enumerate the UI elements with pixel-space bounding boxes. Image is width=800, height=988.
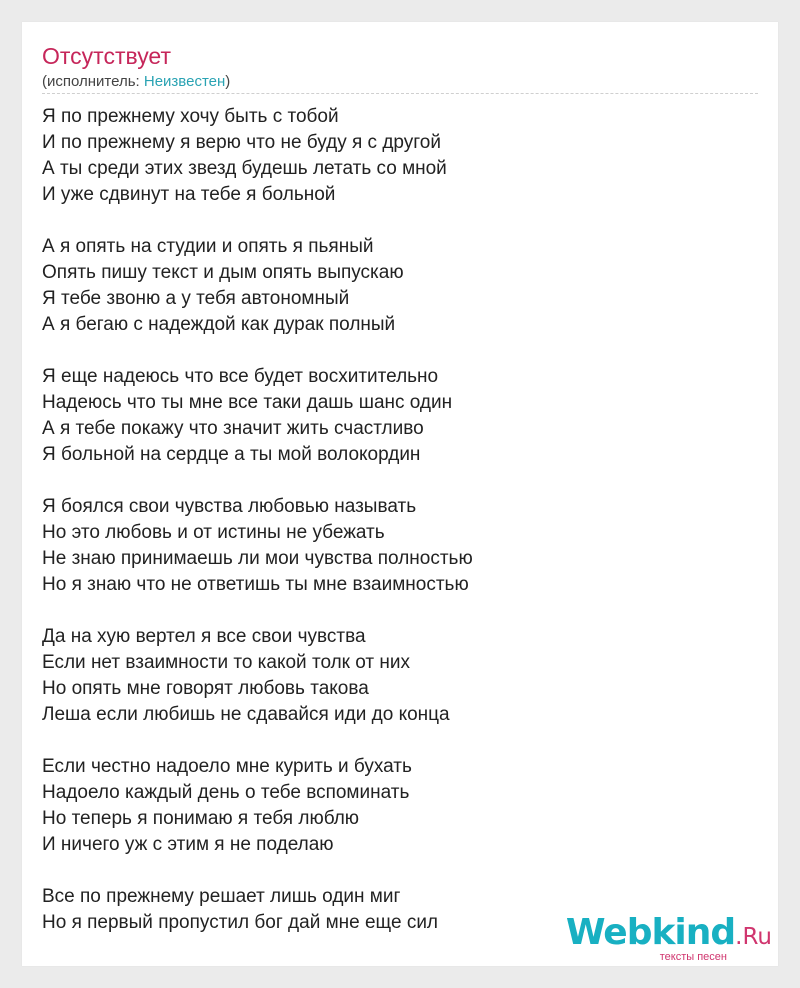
lyric-line: Да на хую вертел я все свои чувства — [42, 626, 366, 647]
lyrics-text — [42, 104, 758, 936]
lyric-line: Я боялся свои чувства любовью называть — [42, 496, 417, 517]
lyric-line: Надеюсь что ты мне все таки дашь шанс один — [42, 392, 453, 413]
brand-logo[interactable] — [566, 914, 772, 963]
lyric-line: Я еще надеюсь что все будет восхитительно — [42, 366, 439, 387]
title-divider — [42, 93, 758, 94]
lyric-line: Но это любовь и от истины не убежать — [42, 522, 385, 543]
lyric-line: Я больной на сердце а ты мой волокордин — [42, 444, 421, 465]
lyric-line: Если честно надоело мне курить и бухать — [42, 756, 412, 777]
lyric-line: И уже сдвинут на тебе я больной — [42, 184, 336, 205]
lyric-line: Но опять мне говорят любовь такова — [42, 678, 369, 699]
lyric-line: И по прежнему я верю что не буду я с другой — [42, 132, 441, 153]
lyric-line: А я бегаю с надеждой как дурак полный — [42, 314, 396, 335]
lyric-line: А я тебе покажу что значит жить счастливо — [42, 418, 424, 439]
lyric-line: Все по прежнему решает лишь один миг — [42, 886, 401, 907]
artist-prefix: (исполнитель: — [42, 73, 144, 90]
stanza-1 — [42, 104, 758, 208]
lyric-line: Надоело каждый день о тебе вспоминать — [42, 782, 410, 803]
lyric-line: Но теперь я понимаю я тебя люблю — [42, 808, 360, 829]
lyric-line: Я тебе звоню а у тебя автономный — [42, 288, 350, 309]
lyric-line: Если нет взаимности то какой толк от них — [42, 652, 411, 673]
stanza-5 — [42, 624, 758, 728]
brand-tagline: тексты песен — [659, 951, 727, 963]
lyric-line: А я опять на студии и опять я пьяный — [42, 236, 374, 257]
lyric-line: Леша если любишь не сдавайся иди до конца — [42, 704, 450, 725]
stanza-gap — [42, 598, 758, 624]
artist-suffix: ) — [225, 73, 231, 90]
lyric-line: Я по прежнему хочу быть с тобой — [42, 106, 339, 127]
lyric-line: Не знаю принимаешь ли мои чувства полностью — [42, 548, 473, 569]
lyric-line: Опять пишу текст и дым опять выпускаю — [42, 262, 404, 283]
artist-line — [42, 73, 230, 91]
stanza-6 — [42, 754, 758, 858]
lyric-line: Но я знаю что не ответишь ты мне взаимностью — [42, 574, 469, 595]
stanza-4 — [42, 494, 758, 598]
lyric-line: Но я первый пропустил бог дай мне еще сил — [42, 912, 439, 933]
lyrics-card — [22, 22, 778, 966]
artist-link[interactable]: Неизвестен — [143, 73, 226, 90]
lyric-line: И ничего уж с этим я не поделаю — [42, 834, 334, 855]
stanza-gap — [42, 858, 758, 884]
stanza-gap — [42, 338, 758, 364]
brand-tld: .Ru — [735, 924, 772, 950]
song-title: Отсутствует — [42, 43, 171, 69]
lyric-line: А ты среди этих звезд будешь летать со мной — [42, 158, 447, 179]
stanza-3 — [42, 364, 758, 468]
stanza-gap — [42, 208, 758, 234]
stanza-gap — [42, 728, 758, 754]
brand-name: Webkind — [565, 912, 736, 953]
brand-wordmark — [566, 914, 772, 956]
stanza-gap — [42, 468, 758, 494]
stanza-2 — [42, 234, 758, 338]
